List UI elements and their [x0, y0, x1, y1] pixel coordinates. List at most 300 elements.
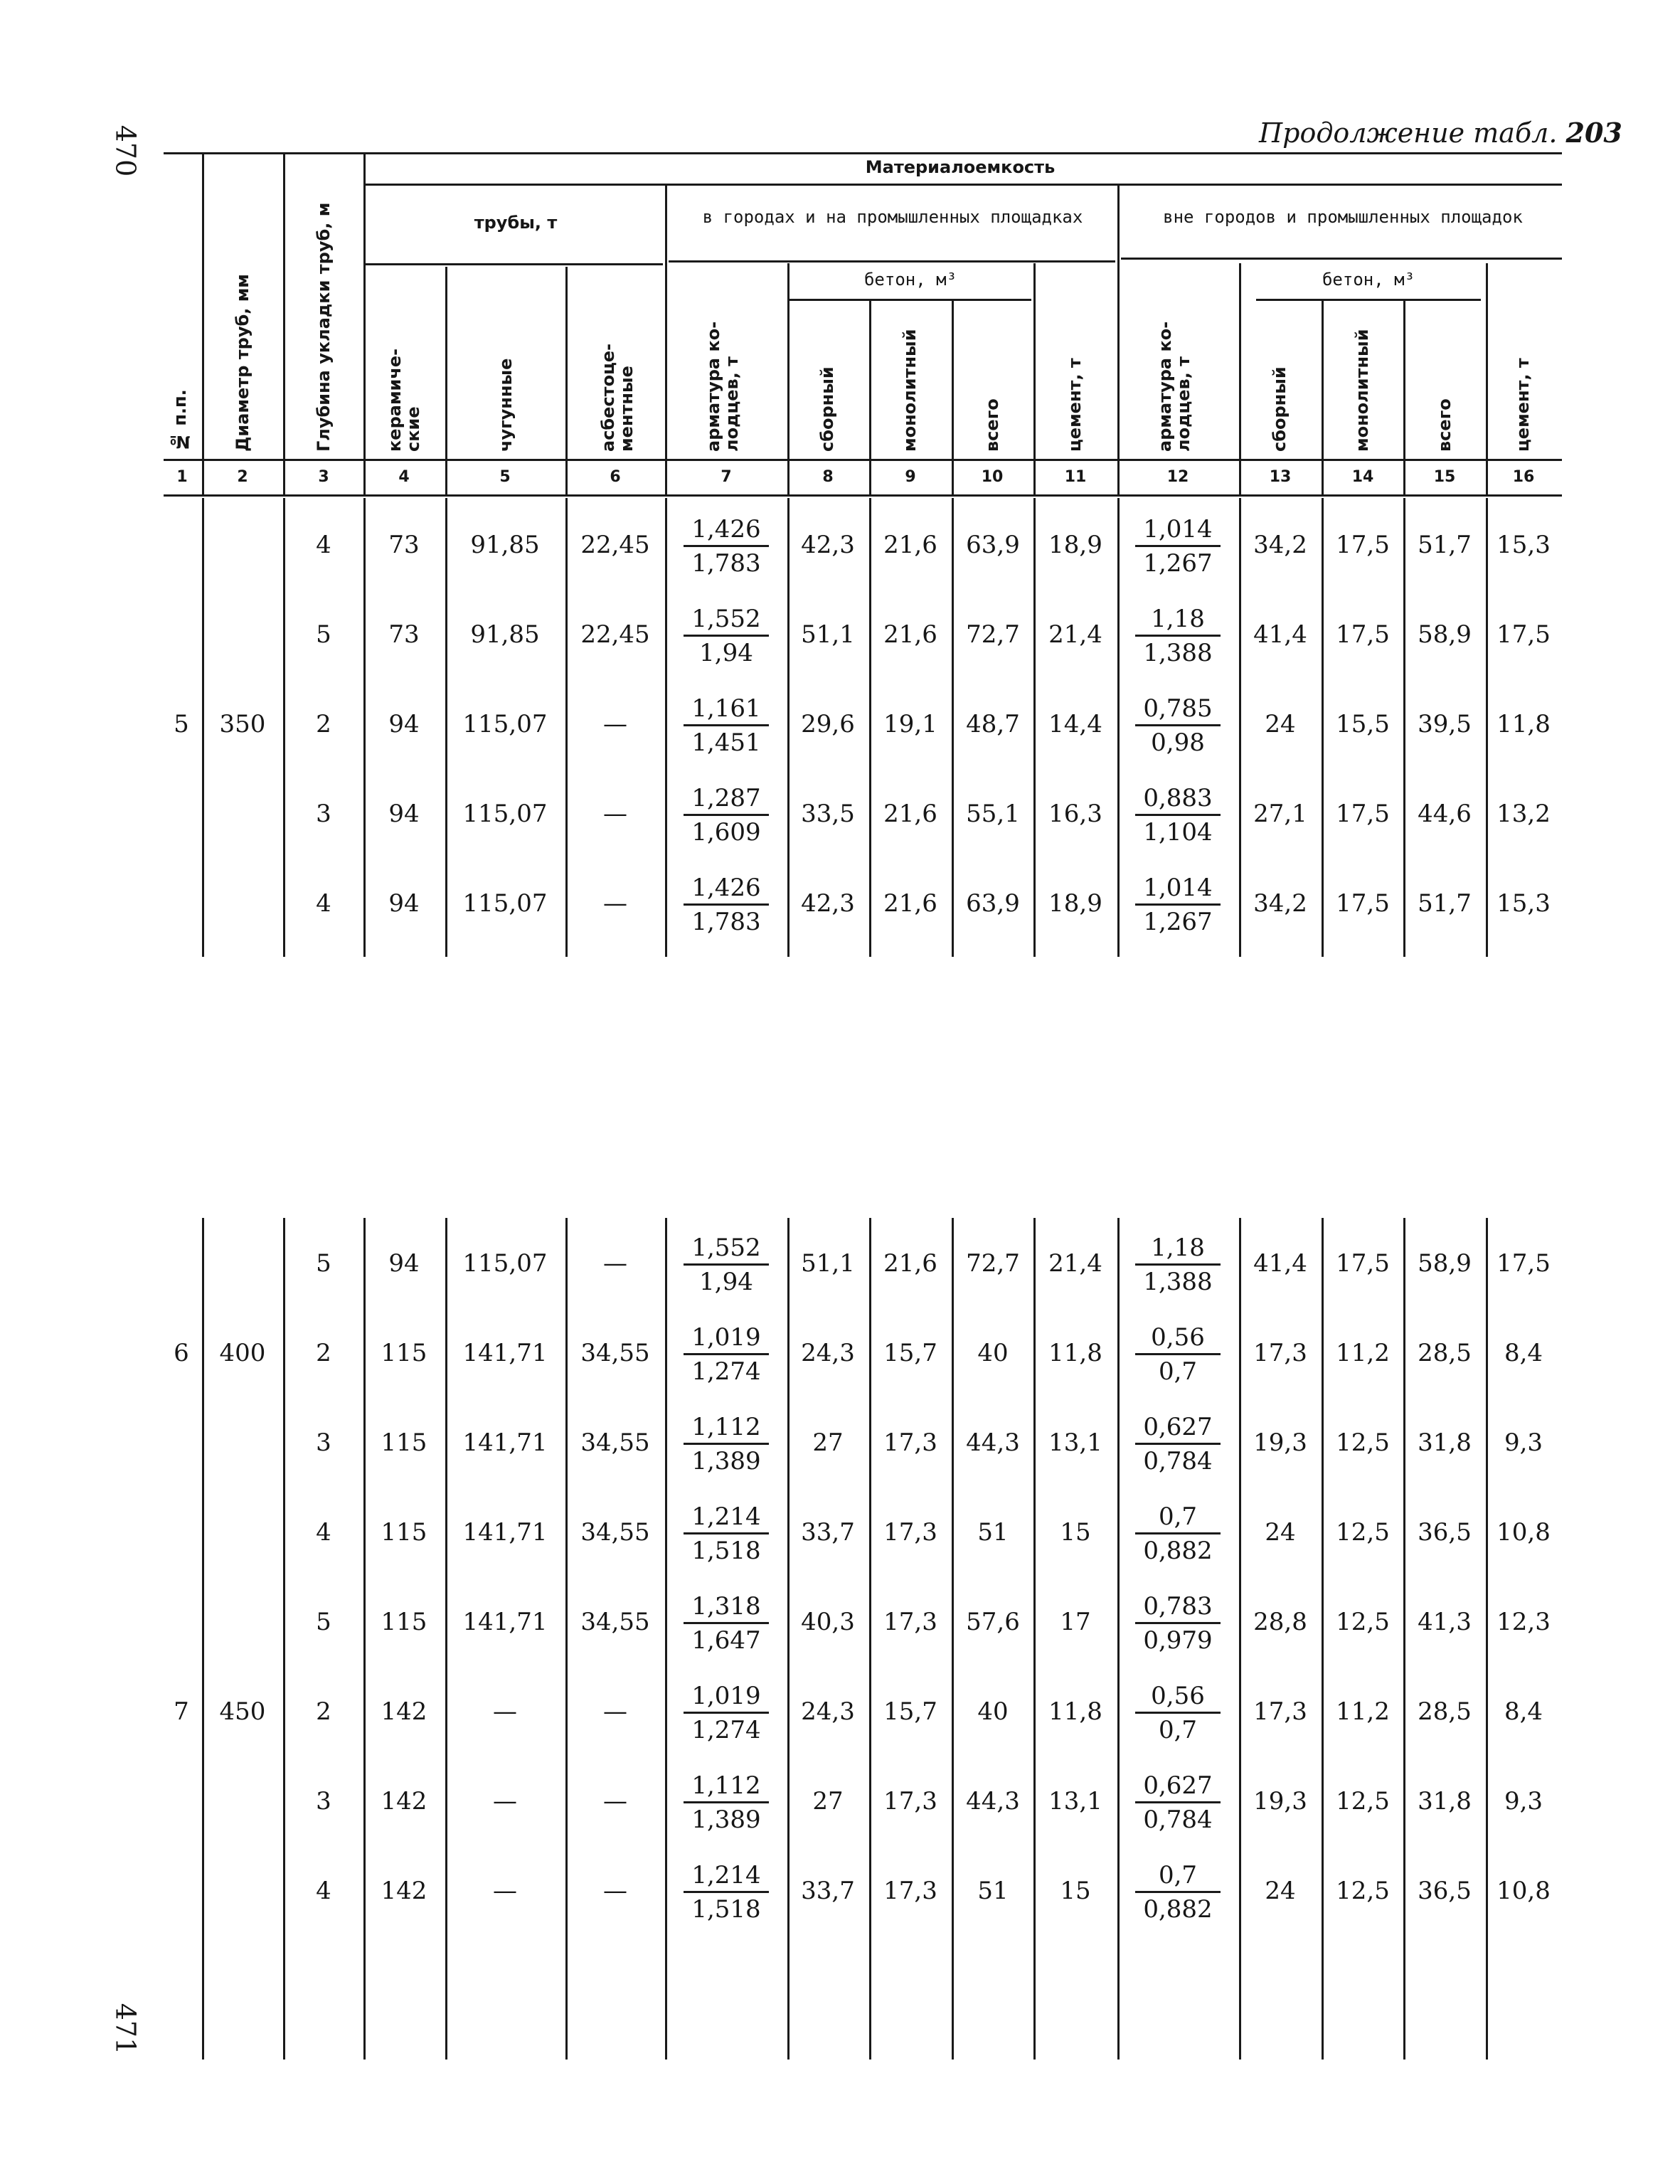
fraction-a: [684, 1232, 769, 1298]
cell-c14: 12,5: [1336, 1428, 1390, 1457]
fraction-denominator: 0,882: [1143, 1895, 1213, 1924]
colnum-bottom-rule: [164, 494, 1562, 497]
cell-c11: 13,1: [1048, 1428, 1102, 1457]
fraction-numerator: 1,214: [684, 1501, 769, 1534]
fraction-numerator: 1,18: [1135, 603, 1221, 637]
header-cast-iron: чугунные: [496, 358, 516, 452]
fraction-numerator: 1,552: [684, 603, 769, 637]
cell-h: 4: [316, 889, 331, 918]
cell-c5: 115,07: [462, 889, 548, 918]
cell-c16: 13,2: [1496, 800, 1551, 828]
header-vline-7: [787, 263, 790, 495]
body-vline: [869, 1218, 871, 2060]
cell-c13: 17,3: [1253, 1697, 1307, 1726]
cell-h: 5: [316, 620, 331, 649]
cell-c13: 41,4: [1253, 1249, 1307, 1278]
cell-c10: 72,7: [966, 1249, 1020, 1278]
city-rule: [669, 260, 1115, 263]
column-number: 16: [1512, 468, 1535, 486]
cell-c13: 28,8: [1253, 1608, 1307, 1636]
body-vline: [869, 498, 871, 957]
cell-c6: —: [603, 800, 627, 828]
city-concrete-rule: [790, 299, 1031, 301]
fraction-denominator: 1,274: [691, 1716, 761, 1744]
fraction-denominator: 1,267: [1143, 908, 1213, 936]
fraction-denominator: 0,979: [1143, 1626, 1213, 1655]
header-vline-13: [1322, 299, 1324, 495]
column-number: 2: [237, 468, 248, 486]
fraction-b: [1135, 1501, 1221, 1567]
fraction-numerator: 1,019: [684, 1322, 769, 1355]
cell-c15: 58,9: [1418, 620, 1472, 649]
cell-c16: 17,5: [1496, 1249, 1551, 1278]
cell-h: 5: [316, 1608, 331, 1636]
header-outside-monolithic: монолитный: [1352, 329, 1372, 452]
cell-c10: 40: [977, 1697, 1009, 1726]
column-number: 3: [318, 468, 329, 486]
fraction-numerator: 0,627: [1135, 1770, 1221, 1803]
cell-c9: 21,6: [883, 531, 937, 559]
cell-c13: 17,3: [1253, 1339, 1307, 1367]
cell-c4: 94: [388, 800, 420, 828]
column-number: 12: [1166, 468, 1189, 486]
cell-c9: 21,6: [883, 620, 937, 649]
cell-c11: 18,9: [1048, 531, 1102, 559]
cell-c16: 9,3: [1504, 1428, 1543, 1457]
page-number-bottom: 471: [110, 2003, 142, 2055]
header-vline-2: [283, 152, 285, 495]
fraction-b: [1135, 693, 1221, 759]
cell-c13: 24: [1265, 710, 1296, 738]
cell-c8: 24,3: [801, 1339, 855, 1367]
cell-c15: 28,5: [1418, 1697, 1472, 1726]
fraction-numerator: 1,019: [684, 1680, 769, 1714]
fraction-b: [1135, 1411, 1221, 1478]
header-vline-14: [1403, 299, 1405, 495]
fraction-denominator: 0,7: [1158, 1716, 1198, 1744]
body-vline: [1117, 498, 1120, 957]
cell-c4: 115: [381, 1518, 427, 1547]
fraction-a: [684, 1322, 769, 1388]
cell-c9: 17,3: [883, 1877, 937, 1905]
body-vline: [665, 498, 667, 957]
header-city-prefab: сборный: [817, 366, 837, 452]
body-vline: [787, 498, 790, 957]
header-city-concrete: бетон, м³: [863, 270, 957, 290]
cell-c11: 15: [1060, 1877, 1091, 1905]
fraction-a: [684, 514, 769, 580]
header-outside-cement: цемент, т: [1513, 358, 1533, 452]
cell-c15: 31,8: [1418, 1787, 1472, 1815]
cell-c14: 17,5: [1336, 800, 1390, 828]
fraction-numerator: 1,014: [1135, 872, 1221, 906]
header-vline-1: [202, 152, 204, 495]
cell-c13: 24: [1265, 1518, 1296, 1547]
fraction-numerator: 1,112: [684, 1770, 769, 1803]
header-city-monolithic: монолитный: [900, 329, 920, 452]
cell-c16: 10,8: [1496, 1518, 1551, 1547]
cell-c8: 27: [812, 1428, 844, 1457]
cell-c5: 141,71: [462, 1339, 548, 1367]
cell-c5: 141,71: [462, 1518, 548, 1547]
header-outside-prefab: сборный: [1270, 366, 1290, 452]
header-material: Материалоемкость: [865, 157, 1056, 177]
header-bottom-rule: [164, 459, 1562, 461]
cell-c9: 21,6: [883, 1249, 937, 1278]
cell-c10: 55,1: [966, 800, 1020, 828]
header-outside-total: всего: [1435, 398, 1455, 452]
cell-c15: 39,5: [1418, 710, 1472, 738]
fraction-numerator: 0,7: [1135, 1501, 1221, 1534]
cell-c6: —: [603, 1249, 627, 1278]
cell-c15: 31,8: [1418, 1428, 1472, 1457]
cell-c4: 94: [388, 1249, 420, 1278]
header-top-rule: [164, 152, 1562, 154]
fraction-numerator: 1,014: [1135, 514, 1221, 547]
header-outside: вне городов и промышленных площадок: [1163, 207, 1523, 227]
cell-c8: 33,7: [801, 1877, 855, 1905]
column-number: 4: [398, 468, 410, 486]
cell-c8: 51,1: [801, 1249, 855, 1278]
cell-c15: 41,3: [1418, 1608, 1472, 1636]
cell-c4: 142: [381, 1877, 427, 1905]
cell-c8: 24,3: [801, 1697, 855, 1726]
header-vline-8: [869, 299, 871, 495]
cell-c16: 11,8: [1496, 710, 1551, 738]
header-city-cement: цемент, т: [1065, 358, 1085, 452]
cell-c15: 51,7: [1418, 531, 1472, 559]
cell-c13: 34,2: [1253, 531, 1307, 559]
header-outside-armature: арматура ко-лодцев, т: [1155, 321, 1193, 452]
fraction-numerator: 0,783: [1135, 1591, 1221, 1624]
fraction-a: [684, 872, 769, 938]
fraction-numerator: 0,785: [1135, 693, 1221, 726]
cell-c11: 16,3: [1048, 800, 1102, 828]
fraction-b: [1135, 1770, 1221, 1836]
fraction-a: [684, 693, 769, 759]
cell-c4: 94: [388, 889, 420, 918]
fraction-denominator: 0,882: [1143, 1537, 1213, 1565]
column-number: 1: [176, 468, 188, 486]
cell-c16: 17,5: [1496, 620, 1551, 649]
cell-h: 2: [316, 710, 331, 738]
cell-c9: 17,3: [883, 1518, 937, 1547]
fraction-denominator: 0,98: [1151, 728, 1205, 757]
header-vline-6: [665, 184, 667, 495]
cell-c14: 11,2: [1336, 1697, 1390, 1726]
body-vline: [363, 1218, 366, 2060]
fraction-denominator: 1,389: [691, 1806, 761, 1834]
fraction-b: [1135, 872, 1221, 938]
cell-c11: 21,4: [1048, 620, 1102, 649]
cell-c11: 17: [1060, 1608, 1091, 1636]
header-pipes: трубы, т: [474, 213, 558, 233]
fraction-numerator: 0,627: [1135, 1411, 1221, 1445]
cell-h: 4: [316, 1877, 331, 1905]
cell-c10: 63,9: [966, 889, 1020, 918]
fraction-a: [684, 1591, 769, 1657]
column-number: 5: [499, 468, 511, 486]
fraction-b: [1135, 603, 1221, 669]
cell-h: 2: [316, 1339, 331, 1367]
fraction-denominator: 0,784: [1143, 1447, 1213, 1475]
cell-c14: 12,5: [1336, 1787, 1390, 1815]
cell-c15: 51,7: [1418, 889, 1472, 918]
body-vline: [1239, 498, 1241, 957]
cell-c16: 8,4: [1504, 1339, 1543, 1367]
header-vline-10: [1033, 263, 1036, 495]
cell-c5: 91,85: [470, 531, 540, 559]
cell-h: 3: [316, 800, 331, 828]
cell-c10: 72,7: [966, 620, 1020, 649]
fraction-numerator: 1,287: [684, 783, 769, 816]
cell-c10: 51: [977, 1518, 1009, 1547]
fraction-b: [1135, 1232, 1221, 1298]
fraction-denominator: 0,784: [1143, 1806, 1213, 1834]
header-asbestos: асбестоце-ментные: [598, 343, 637, 452]
cell-c9: 17,3: [883, 1787, 937, 1815]
cell-d: 400: [219, 1339, 266, 1367]
body-vline: [1033, 1218, 1036, 2060]
body-vline: [283, 1218, 285, 2060]
fraction-numerator: 1,161: [684, 693, 769, 726]
fraction-numerator: 0,56: [1135, 1322, 1221, 1355]
fraction-a: [684, 1770, 769, 1836]
body-vline: [1403, 498, 1405, 957]
header-vline-5: [565, 267, 568, 495]
header-vline-3: [363, 152, 366, 495]
fraction-b: [1135, 514, 1221, 580]
cell-c10: 51: [977, 1877, 1009, 1905]
cell-h: 4: [316, 531, 331, 559]
cell-c4: 73: [388, 531, 420, 559]
header-depth: Глубина укладки труб, м: [314, 202, 334, 452]
fraction-denominator: 1,389: [691, 1447, 761, 1475]
pipes-rule: [366, 263, 663, 265]
cell-c6: 34,55: [580, 1339, 650, 1367]
cell-c5: —: [493, 1877, 517, 1905]
fraction-denominator: 1,451: [691, 728, 761, 757]
body-vline: [445, 498, 447, 957]
fraction-b: [1135, 783, 1221, 849]
cell-c4: 142: [381, 1787, 427, 1815]
cell-c5: 115,07: [462, 710, 548, 738]
fraction-numerator: 1,18: [1135, 1232, 1221, 1266]
body-vline: [202, 498, 204, 957]
fraction-denominator: 1,104: [1143, 818, 1213, 847]
cell-c14: 11,2: [1336, 1339, 1390, 1367]
fraction-a: [684, 1680, 769, 1746]
fraction-numerator: 0,7: [1135, 1860, 1221, 1893]
cell-c9: 19,1: [883, 710, 937, 738]
material-rule: [366, 184, 1562, 186]
fraction-a: [684, 783, 769, 849]
cell-c5: 141,71: [462, 1608, 548, 1636]
body-vline: [1322, 1218, 1324, 2060]
body-vline: [565, 1218, 568, 2060]
column-number: 9: [905, 468, 916, 486]
cell-c8: 42,3: [801, 531, 855, 559]
cell-c15: 44,6: [1418, 800, 1472, 828]
column-number: 13: [1269, 468, 1292, 486]
body-vline: [1322, 498, 1324, 957]
cell-c14: 17,5: [1336, 889, 1390, 918]
fraction-b: [1135, 1680, 1221, 1746]
cell-c16: 8,4: [1504, 1697, 1543, 1726]
fraction-numerator: 1,426: [684, 872, 769, 906]
cell-c6: —: [603, 1697, 627, 1726]
cell-d: 350: [219, 710, 266, 738]
cell-c8: 42,3: [801, 889, 855, 918]
cell-n: 7: [174, 1697, 189, 1726]
cell-c8: 33,5: [801, 800, 855, 828]
cell-c14: 12,5: [1336, 1608, 1390, 1636]
fraction-numerator: 1,214: [684, 1860, 769, 1893]
cell-n: 6: [174, 1339, 189, 1367]
cell-c6: 34,55: [580, 1518, 650, 1547]
cell-c5: 91,85: [470, 620, 540, 649]
header-num: № п.п.: [170, 389, 190, 452]
cell-c5: 115,07: [462, 1249, 548, 1278]
column-number: 11: [1064, 468, 1087, 486]
cell-c11: 11,8: [1048, 1697, 1102, 1726]
cell-c6: —: [603, 889, 627, 918]
cell-c6: 22,45: [580, 531, 650, 559]
fraction-a: [684, 1501, 769, 1567]
cell-c11: 13,1: [1048, 1787, 1102, 1815]
header-vline-4: [445, 267, 447, 495]
cell-c14: 12,5: [1336, 1877, 1390, 1905]
cell-c9: 17,3: [883, 1608, 937, 1636]
body-vline: [565, 498, 568, 957]
header-city-total: всего: [982, 398, 1002, 452]
cell-c8: 29,6: [801, 710, 855, 738]
cell-c8: 51,1: [801, 620, 855, 649]
table-number: 203: [1565, 117, 1622, 149]
cell-c10: 40: [977, 1339, 1009, 1367]
cell-c4: 115: [381, 1339, 427, 1367]
cell-c15: 28,5: [1418, 1339, 1472, 1367]
fraction-a: [684, 1860, 769, 1926]
cell-c14: 17,5: [1336, 1249, 1390, 1278]
cell-c14: 17,5: [1336, 531, 1390, 559]
body-vline: [1117, 1218, 1120, 2060]
header-ceramic: керамиче-ские: [385, 348, 423, 452]
cell-c11: 15: [1060, 1518, 1091, 1547]
cell-c13: 34,2: [1253, 889, 1307, 918]
fraction-numerator: 1,426: [684, 514, 769, 547]
column-number: 10: [981, 468, 1004, 486]
cell-c13: 24: [1265, 1877, 1296, 1905]
fraction-numerator: 0,883: [1135, 783, 1221, 816]
cell-c11: 14,4: [1048, 710, 1102, 738]
cell-c6: 34,55: [580, 1608, 650, 1636]
body-vline: [952, 1218, 954, 2060]
cell-c13: 19,3: [1253, 1428, 1307, 1457]
body-vline: [787, 1218, 790, 2060]
cell-c16: 15,3: [1496, 889, 1551, 918]
cell-c13: 19,3: [1253, 1787, 1307, 1815]
column-number: 14: [1351, 468, 1374, 486]
fraction-denominator: 1,783: [691, 908, 761, 936]
cell-c13: 41,4: [1253, 620, 1307, 649]
fraction-denominator: 1,647: [691, 1626, 761, 1655]
cell-c11: 21,4: [1048, 1249, 1102, 1278]
cell-c5: 141,71: [462, 1428, 548, 1457]
fraction-denominator: 1,609: [691, 818, 761, 847]
cell-c4: 115: [381, 1428, 427, 1457]
body-vline: [665, 1218, 667, 2060]
cell-c6: —: [603, 710, 627, 738]
fraction-denominator: 0,7: [1158, 1357, 1198, 1386]
fraction-a: [684, 603, 769, 669]
cell-d: 450: [219, 1697, 266, 1726]
header-vline-15: [1486, 263, 1488, 495]
fraction-denominator: 1,94: [699, 639, 753, 667]
cell-h: 3: [316, 1787, 331, 1815]
fraction-denominator: 1,94: [699, 1268, 753, 1296]
cell-c6: 22,45: [580, 620, 650, 649]
continuation-title: [1259, 117, 1622, 149]
fraction-b: [1135, 1860, 1221, 1926]
page-number-top: 470: [110, 124, 142, 177]
header-vline-12: [1239, 263, 1241, 495]
fraction-numerator: 1,112: [684, 1411, 769, 1445]
cell-c8: 33,7: [801, 1518, 855, 1547]
fraction-b: [1135, 1591, 1221, 1657]
cell-c15: 36,5: [1418, 1877, 1472, 1905]
cell-c8: 27: [812, 1787, 844, 1815]
column-number: 15: [1433, 468, 1456, 486]
cell-c9: 21,6: [883, 800, 937, 828]
cell-c15: 36,5: [1418, 1518, 1472, 1547]
cell-h: 4: [316, 1518, 331, 1547]
cell-c9: 17,3: [883, 1428, 937, 1457]
fraction-numerator: 1,318: [684, 1591, 769, 1624]
body-vline: [363, 498, 366, 957]
body-vline: [283, 498, 285, 957]
body-vline: [1403, 1218, 1405, 2060]
cell-c6: 34,55: [580, 1428, 650, 1457]
fraction-denominator: 1,274: [691, 1357, 761, 1386]
outside-rule: [1121, 258, 1562, 260]
cell-c10: 44,3: [966, 1787, 1020, 1815]
fraction-denominator: 1,518: [691, 1537, 761, 1565]
header-vline-9: [952, 299, 954, 495]
cell-c16: 10,8: [1496, 1877, 1551, 1905]
cell-c16: 12,3: [1496, 1608, 1551, 1636]
cell-n: 5: [174, 710, 189, 738]
fraction-b: [1135, 1322, 1221, 1388]
fraction-numerator: 0,56: [1135, 1680, 1221, 1714]
cell-c10: 48,7: [966, 710, 1020, 738]
fraction-a: [684, 1411, 769, 1478]
cell-h: 2: [316, 1697, 331, 1726]
cell-c14: 12,5: [1336, 1518, 1390, 1547]
header-city: в городах и на промышленных площадках: [702, 207, 1083, 227]
column-number: 7: [721, 468, 732, 486]
body-vline: [202, 1218, 204, 2060]
header-vline-11: [1117, 184, 1120, 495]
fraction-denominator: 1,518: [691, 1895, 761, 1924]
fraction-denominator: 1,783: [691, 549, 761, 578]
cell-c5: —: [493, 1787, 517, 1815]
cell-c15: 58,9: [1418, 1249, 1472, 1278]
cell-c5: 115,07: [462, 800, 548, 828]
continuation-label: Продолжение табл.: [1259, 117, 1558, 149]
cell-c11: 18,9: [1048, 889, 1102, 918]
cell-h: 3: [316, 1428, 331, 1457]
